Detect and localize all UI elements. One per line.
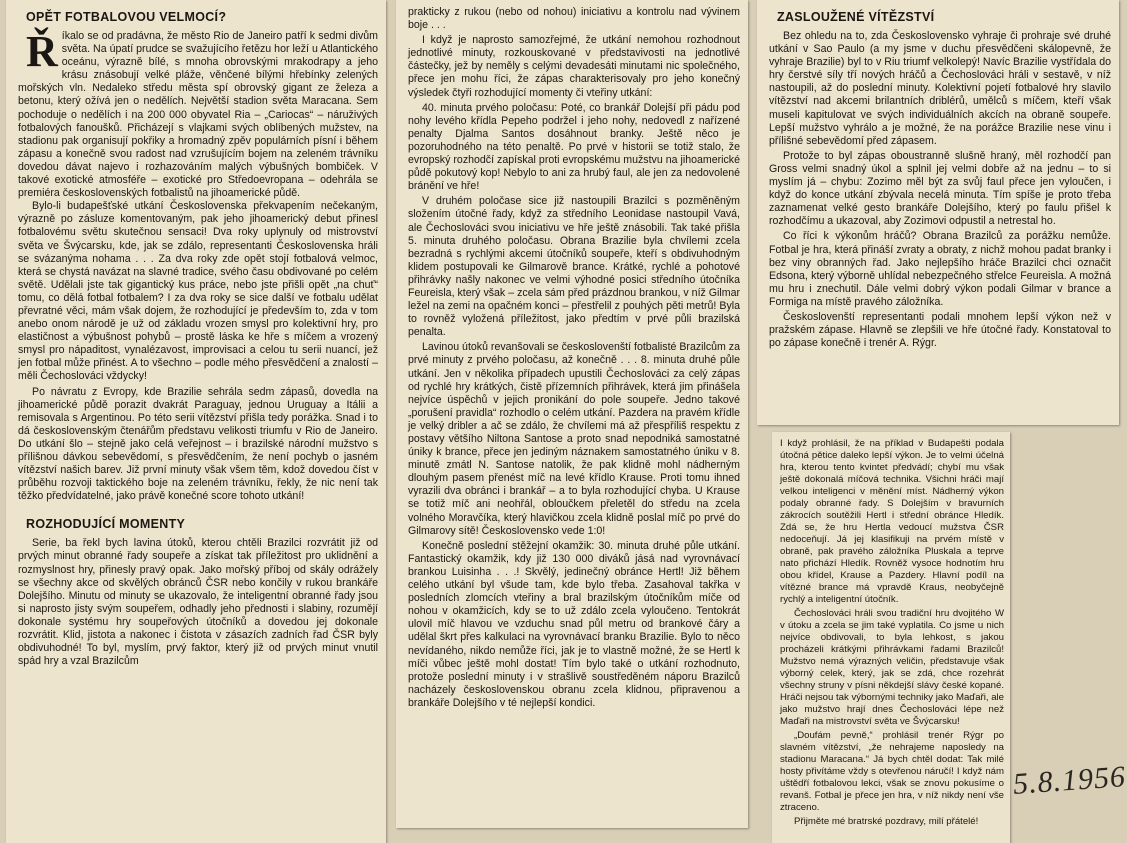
paragraph: Českoslovenští representanti podali mnohem lepší výkon než v pražském zápase. Hlavně se zlepšili ve hře útočné řady. Konstatoval to po zápase konečně i trenér A. Rýgr.: [769, 310, 1111, 350]
paragraph: Serie, ba řekl bych lavina útoků, kterou chtěli Brazilci rozvrátit již od prvých minut obranné řady soupeře a získat tak příležitost pro uklidnění a rozmyslnost hry, přinesly pravý opak. Jako mořský příboj od skály odrážely se všechny akce od skvělých obránců ČSR nebo končily v rukou brankáře Dolejšího. Minutu od minuty se ukazovalo, že inteligentní obranné řady jsou si naprosto jisty svým soupeřem, odhadly jeho přednosti i slabiny, rozumějí dokonale systému hry soupeřových útočníků a dovedou jej dokonale rozvrátit. Klid, jistota a nakonec i čistota v zásazích zadních řad ČSR byly obdivuhodné! To byl, myslím, prvý faktor, který již od prvých minut vnutil spád hry a vzal Brazilcům: [18, 537, 378, 668]
clipping-right-bottom: [772, 432, 1010, 843]
paragraph: Přijměte mé bratrské pozdravy, milí přátelé!: [794, 816, 979, 827]
paragraph: 40. minuta prvého poločasu: Poté, co brankář Dolejší při pádu pod nohy levého křídla Pepeho podržel i jeho nohy, nedovedl z nařízené penalty Djalma Santos dosáhnout branky. Ještě něco je pozoruhodného na této penaltě. Po prvé v historii se totiž stalo, že evropský rozhodčí zapískal proti evropskému mužstvu na jihoamerické půdě pokutový kop! Nebylo to ani za hrubý faul, ale jen za nedovolené bránění ve hře!: [408, 101, 740, 193]
paragraph: Čechoslováci hráli svou tradiční hru dvojitého W v útoku a zcela se jim také vyplatila. Co jsme u nich nejvíce obdivovali, to byla lehkost, s jakou procházeli krátkými přihrávkami řadami Brazilců! Mužstvo nemá výrazných veličin, představuje však výborný celek, který, jak se zdá, chce rozehrát všechny struny v písni někdejší slávy české kopané. Hráči nejsou tak výbornými techniky jako Maďaři, ale jako mužstvo hrají dnes Čechoslováci lépe než Maďaři na mistrovství světa ve Švýcarsku!: [780, 608, 1004, 727]
handwritten-date: 5.8.1956: [1011, 760, 1127, 801]
paragraph: prakticky z rukou (nebo od nohou) iniciativu a kontrolu nad vývinem boje . . .: [408, 6, 740, 32]
drop-cap: Ř: [26, 27, 58, 76]
section-heading: ZASLOUŽENÉ VÍTĚZSTVÍ: [777, 10, 935, 24]
paragraph: Bylo-li budapešťské utkání Československa překvapením nečekaným, výrazně po zásluze komentovaným, pak jeho jihoamerický debut přinesl fotbalovému světu skutečnou sensaci! Dva roky uplynuly od mistrovství světa ve Švýcarsku, kde, jak se zdálo, representanti Československa hráli se svázanýma nohama . . . Za dva roky zde opět stojí fotbalová velmoc, která se chystá navázat na slavné tradice, svého času obdivované po celém světě. Udělali jste tak gigantický kus práce, nebo jste přišli opět „na chuť“ tomu, co dělá fotbal fotbalem? I za dva roky se sice další ve fotbalu udělat převratné věci, mám však dojem, že rozhodující je především to, zda v tom anebo onom národě je už od základu vrozen smysl pro kolektivní hry, pro elastičnost a výbušnost pohybů – prostě láska ke hře s míčem a vrozený smysl pro nápaditost, vynalézavost, improvisaci a celou tu serii nuancí, jež jen fotbal může přinést. A to všechno – podle mého přesvědčení a znalostí – měli Čechoslováci vždycky!: [18, 200, 378, 383]
paragraph: Po návratu z Evropy, kde Brazilie sehrála sedm zápasů, dovedla na jihoamerické půdě porazit dvakrát Paraguay, jednou Uruguay a Itálii a remisovala s Argentinou. Po této serii vítězství přišla tedy porážka. Snad i to dá československým čtenářům představu velikosti triumfu v Rio de Janeiro. Do utkání šlo – stejně jako celá veřejnost – i brazilské národní mužstvo s přílišnou dávkou sebevědomí, s přesvědčením, že není pochyb o jasném vítězství našich barev. Již první minuty však všem těm, kdož dovedou číst v průběhu rozvoji taktického boje na zeleném trávníku, řekly, že nic není tak těžko předvídatelné, jako právě konečné score tohoto utkání!: [18, 385, 378, 503]
clipping-left: [6, 0, 386, 843]
paragraph: Co říci k výkonům hráčů? Obrana Brazilců za porážku nemůže. Fotbal je hra, která přináší zvraty a obraty, z nichž mohou padat branky i bez viny obranných řad. Jako nejlepšího hráče Brazilci chci označit Edsona, který výborně uhlídal nebezpečného střelce Feureisla. A možná mu hru i znechutil. Dále velmi dobrý výkon podali Gilmar v brance a Formiga na místě pravého záložníka.: [769, 230, 1111, 308]
clipping-middle: [396, 0, 748, 828]
paragraph: íkalo se od pradávna, že město Rio de Janeiro patří k sedmi divům světa. Na úpatí prudce se svažujícího řetězu hor leží u Atlantického oceánu, výrazně bílé, s mnoha obrovskými mrakodrapy a jeho krásu znásobují velké pláže, věnčené bílými hřebínky zelených mořských vln. Nedaleko středu města spí obrovský gigant ze železa a betonu, který ožívá jen o nedělích. Největší stadion světa Maracana. Sem pochoduje o nedělích i na 200 000 obyvatel Ria – „Cariocas“ – náruživých fotbalových fanoušků. Přicházejí s vlajkami svých oblíbených mužstev, na stadionu pak organisují pokřiky a hromadný zpěv populárních písní i během zápasu a konečně svou radost nad vzrušujícím bojem na zeleném trávníku dovedou dávat najevo i rozhazováním malých výbušných bombiček. V takové exotické atmosféře – exotické pro Středoevropana – odehrála se premiéra československých fotbalistů na jihoamerické půdě.: [18, 30, 378, 200]
paragraph: „Doufám pevně,“ prohlásil trenér Rýgr po slavném vítězství, „že nehrajeme naposledy na stadionu Maracana.“ Já bych chtěl dodat: Tak milé hosty přivítáme vždy s otevřenou náručí! I když nám uštědří fotbalovou lekci, však se znovu pokusíme o revanš. Fotbal je přece jen hra, v níž nikdy není vše ztraceno.: [780, 730, 1004, 813]
paragraph: Bez ohledu na to, zda Československo vyhraje či prohraje své druhé utkání v Sao Paulo (a my jsme v duchu přesvědčeni skálopevně, že vyhraje Brazilie) byl to v Riu triumf velkolepý! Navíc Brazilie vystřídala do hry čerstvé síly tří nových hráčů a Čechoslováci hráli v sestavě, v níž nastoupili, až do poslední minuty. Kolektivní pojetí fotbalové hry slavilo vítězství nad akcemi brilantních driblérů, umělců s míčem, kteří však museli kapitulovat ve svých individuálních akcích na obraně soupeře. Lepší mužstvo vyhrálo a je možné, že na porážce Brazilie nese vinu i přílišné sebevědomí před zápasem.: [769, 30, 1111, 147]
section-heading: ROZHODUJÍCÍ MOMENTY: [26, 517, 186, 532]
paragraph: Protože to byl zápas oboustranně slušně hraný, měl rozhodčí pan Gross velmi snadný úkol a splnil jej velmi dobře až na jednu – to si myslím já – chybu: Zozimo měl být za svůj faul přece jen vyloučen, i když do konce utkání zbývala necelá minuta. Tím spíše je proto třeba zaznamenat velké gesto brankáře Dolejšího, který po faulu přišel k rozhodčímu a ukazoval, aby Zozimovi odpustil a netrestal ho.: [769, 149, 1111, 228]
paragraph: I když je naprosto samozřejmé, že utkání nemohou rozhodnout jednotlivé minuty, rozkouskované v představivosti na jednotlivé částečky, jež by neměly s celými devadesáti minutami nic společného, přece jen mohu říci, že zápas charakterisovaly pro jeho konečný výsledek čtyři rozhodující momenty či vteřiny utkání:: [408, 34, 740, 99]
paragraph: Konečně poslední stěžejní okamžik: 30. minuta druhé půle utkání. Fantastický okamžik, kdy již 130 000 diváků jásá nad vyrovnávací brankou Luisinha . . .! Skvělý, jedinečný obránce Hertl! Již během celého utkání byl všude tam, kde bylo třeba. Zasahoval takřka v posledních zlomcích vteřiny a bral brazilským útočníkům míče od nohou v okamžicích, kdy se to už zdálo zcela vyloučeno. Tentokrát ulovil míč hlavou ve vzduchu snad půl metru od brankové čáry a udělal škrt přes kalkulaci na vyrovnávací branku Brazilie. Bylo to něco nevídaného, nikdo nemůže říci, jak je to vlastně možné, že se Hertl k míči vůbec ještě mohl dostat! Tím bylo také o utkání rozhodnuto, protože poslední minuty i v strašlivě soustředěném náporu Brazilců nacházely československou obranu zcela klidnou, připravenou a brankáře Dolejšího v té nejlepší kondici.: [408, 539, 740, 709]
paragraph: Lavinou útoků revanšovali se českoslovenští fotbalisté Brazilcům za prvé minuty z prvého poločasu, až konečně . . . 8. minuta druhé půle utkání. Jen v několika případech upustili Čechoslováci za celý zápas od rychlé hry krátkých, čistě přízemních přihrávek, která jim přinášela nejvíce úspěchů v jejich pronikání do pole soupeře. Jedno takové „porušení pravidla“ rozhodlo o celém utkání. Pazdera na pravém křídle je velký dribler a ač se zdálo, že chvílemi má až přespříliš respektu z postavy většího Niltona Santose a proto snad nepodniká samostatné úniky k brance, přece jen jediným náznakem samostatného úniku v 8. minutě zmátl N. Santose natolik, že pak klidně mohl nádherným dlouhým pasem přenést míč na levé křídlo Krause. Proti tomu ihned vyrazili dva obránci i brankář – a to byla rozhodující chyba. U Krause se totiž míč ani neohřál, obloučkem přeletěl do středu na zcela volného Moravčíka, který hlavičkou zcela klidně poslal míč po prvé do Gilmarovy sítě! Československo vede 1:0!: [408, 341, 740, 537]
paragraph: V druhém poločase sice již nastoupili Brazilci s pozměněným složením útočné řady, když za středního Leonidase nastoupil Vavá, ale Čechoslováci svou iniciativu ve hře ještě znásobili. Tak také přišla 5. minuta druhého poločasu. Obrana Brazilie byla chvílemi zcela bezradná s rychlými akcemi útočníků soupeře, kteří s obdivuhodným klidem postupovali ke Gilmarově brance. Krátké, rychlé a pohotové přihrávky našly nakonec ve velmi výhodné posici středního útočníka Feureisla, který však – zcela sám před prázdnou brankou, v níž Gilmar ležel na zemi na opačném konci – přestřelil z pouhých pěti metrů! Byla to rovněž vyložená příležitost, jako předtím v prvé půli brazilská penalta.: [408, 195, 740, 339]
article-title: OPĚT FOTBALOVOU VELMOCÍ?: [26, 10, 227, 24]
paragraph: I když prohlásil, že na příklad v Budapešti podala útočná pětice daleko lepší výkon. Je to velmi účelná hra, kterou tento kvintet předvádí; chybí mu však ještě dokonalá míčová technika. Všichni hráči mají velkou inteligenci v měnění míst. Nádherný výkon podaly obranné řady. S Dolejším v bravurních zákrocích soutěžili Hertl i střední obránce Hledík. Zdá se, že hru Hertla vedoucí mužstva ČSR nedoceňují. Já jej klasifikuji na prvém místě v obraně, pak pravého záložníka Pluskala a teprve nato přichází Hledík. Rovněž vysoce hodnotím hru obou křídel, Krause a Pazdery. Hlavní podíl na vítězné brance má vpravdě Kraus, neobyčejně rychlý a inteligentní útočník.: [780, 438, 1004, 605]
clipping-right-top: [757, 0, 1119, 425]
